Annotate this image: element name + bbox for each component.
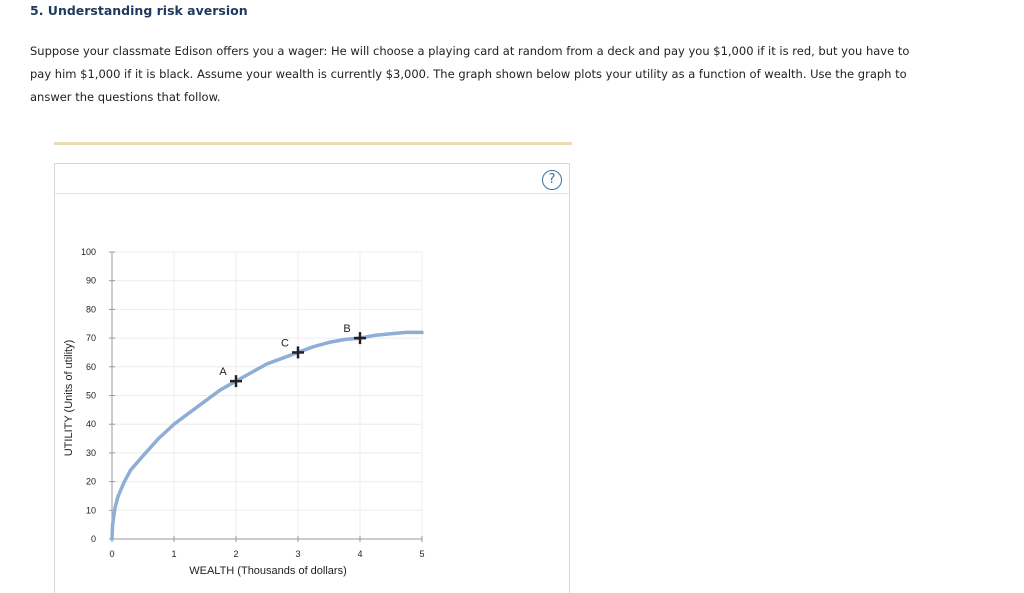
question-title: 5. Understanding risk aversion (30, 3, 248, 18)
y-tick-label: 20 (85, 476, 96, 487)
y-tick-label: 40 (85, 419, 96, 430)
point-label: B (343, 323, 351, 336)
help-icon[interactable]: ? (542, 170, 562, 190)
utility-curve (112, 332, 422, 539)
y-tick-label: 50 (85, 390, 96, 401)
point-label: A (219, 366, 227, 379)
x-tick-label: 1 (171, 549, 177, 559)
y-tick-label: 70 (85, 333, 96, 344)
axes (109, 252, 422, 542)
y-tick-label: 10 (85, 505, 96, 516)
x-tick-label: 4 (357, 549, 363, 559)
y-axis-label: UTILITY (Units of utility) (63, 339, 75, 457)
question-text: Suppose your classmate Edison offers you a wager: He will choose a playing card at random from a deck and pay you $1,000 if it is red, but you have to pay him $1,000 if it is black. Assume your wealth is currently $3,000. The graph shown below plots your utility as a function of wealth. Use the graph to answer the questions that follow. (30, 44, 910, 104)
utility-curve-line (112, 332, 422, 539)
y-tick-label: 0 (90, 534, 96, 544)
point-label: C (281, 337, 289, 350)
grid-lines (112, 252, 422, 539)
y-tick-label: 90 (85, 275, 96, 286)
x-tick-label: 5 (419, 549, 425, 559)
x-tick-label: 3 (295, 549, 301, 559)
y-tick-label: 60 (85, 361, 96, 372)
tick-labels (81, 247, 425, 559)
x-axis-label: WEALTH (Thousands of dollars) (189, 565, 347, 577)
y-tick-label: 100 (80, 247, 96, 257)
x-tick-label: 0 (109, 549, 115, 559)
x-tick-label: 2 (233, 549, 239, 559)
y-tick-label: 30 (85, 447, 96, 458)
y-tick-label: 80 (85, 304, 96, 315)
